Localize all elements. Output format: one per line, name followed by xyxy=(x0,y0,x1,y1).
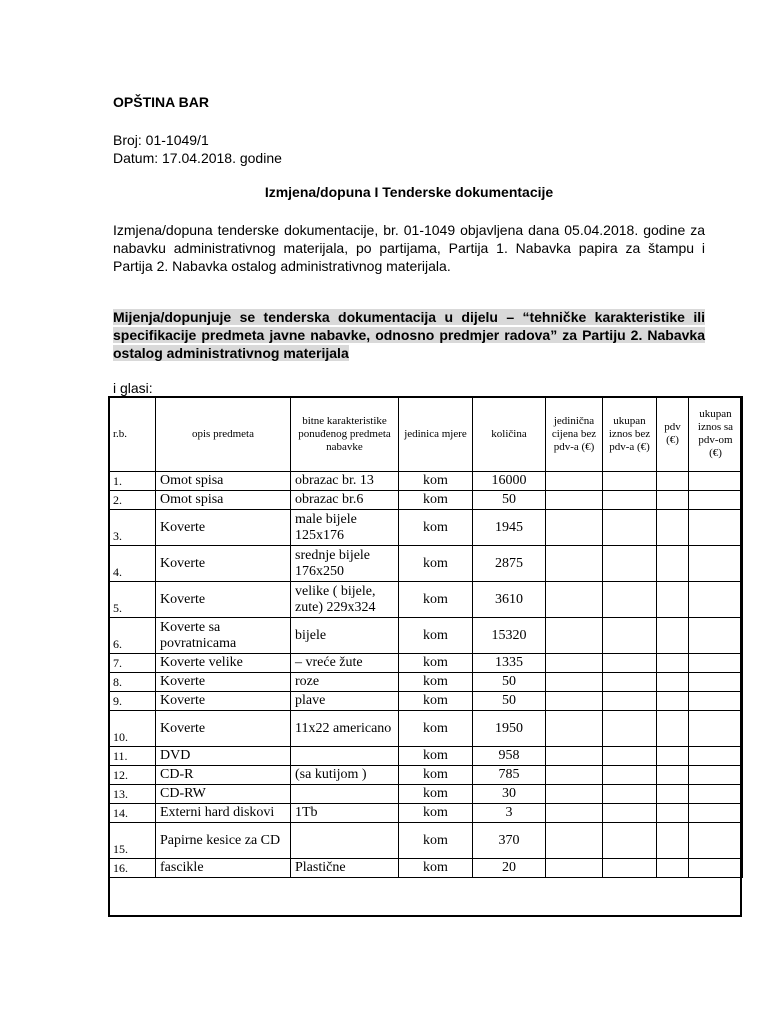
row-cijena xyxy=(546,491,603,510)
row-pdv xyxy=(657,491,689,510)
row-opis: CD-R xyxy=(156,766,291,785)
row-jedinica: kom xyxy=(399,785,473,804)
row-number: 12. xyxy=(109,766,156,785)
row-ukupan-sa xyxy=(689,804,743,823)
row-number: 15. xyxy=(109,823,156,859)
row-pdv xyxy=(657,618,689,654)
row-kolicina: 15320 xyxy=(473,618,546,654)
row-number: 6. xyxy=(109,618,156,654)
row-jedinica: kom xyxy=(399,654,473,673)
row-kolicina: 3 xyxy=(473,804,546,823)
row-pdv xyxy=(657,582,689,618)
row-bitne: velike ( bijele, zute) 229x324 xyxy=(291,582,399,618)
row-jedinica: kom xyxy=(399,766,473,785)
row-jedinica: kom xyxy=(399,711,473,747)
row-number: 7. xyxy=(109,654,156,673)
table-row xyxy=(109,823,743,859)
row-ukupan-bez xyxy=(603,510,657,546)
row-cijena xyxy=(546,804,603,823)
row-kolicina: 1335 xyxy=(473,654,546,673)
table-row xyxy=(109,654,743,673)
row-opis: Koverte xyxy=(156,546,291,582)
i-glasi-label: i glasi: xyxy=(113,380,153,396)
row-cijena xyxy=(546,472,603,491)
row-cijena xyxy=(546,673,603,692)
row-bitne: Plastične xyxy=(291,859,399,878)
row-number: 16. xyxy=(109,859,156,878)
row-ukupan-sa xyxy=(689,859,743,878)
row-kolicina: 1950 xyxy=(473,711,546,747)
table-row xyxy=(109,785,743,804)
row-opis: Koverte sa povratnicama xyxy=(156,618,291,654)
row-pdv xyxy=(657,804,689,823)
row-ukupan-bez xyxy=(603,618,657,654)
row-jedinica: kom xyxy=(399,804,473,823)
row-opis: Koverte xyxy=(156,510,291,546)
intro-paragraph: Izmjena/dopuna tenderske dokumentacije, br. 01-1049 objavljena dana 05.04.2018. godine za nabavku administrativnog materijala, po partijama, Partija 1. Nabavka papira za štampu i Partija 2. Nabavka ostalog administrativnog materijala. xyxy=(113,222,705,274)
row-jedinica: kom xyxy=(399,510,473,546)
row-jedinica: kom xyxy=(399,673,473,692)
row-kolicina: 2875 xyxy=(473,546,546,582)
row-cijena xyxy=(546,785,603,804)
row-bitne: obrazac br.6 xyxy=(291,491,399,510)
header-pdv: pdv (€) xyxy=(657,397,689,472)
row-number: 5. xyxy=(109,582,156,618)
row-ukupan-bez xyxy=(603,804,657,823)
row-number: 14. xyxy=(109,804,156,823)
table-row xyxy=(109,859,743,878)
table-row xyxy=(109,711,743,747)
row-ukupan-bez xyxy=(603,823,657,859)
row-pdv xyxy=(657,766,689,785)
row-cijena xyxy=(546,747,603,766)
row-ukupan-bez xyxy=(603,692,657,711)
row-pdv xyxy=(657,472,689,491)
row-number: 3. xyxy=(109,510,156,546)
header-bitne: bitne karakteristike ponuđenog predmeta nabavke xyxy=(291,397,399,472)
row-number: 8. xyxy=(109,673,156,692)
row-cijena xyxy=(546,654,603,673)
row-opis: Omot spisa xyxy=(156,472,291,491)
row-jedinica: kom xyxy=(399,491,473,510)
row-opis: Koverte xyxy=(156,673,291,692)
row-cijena xyxy=(546,692,603,711)
row-ukupan-bez xyxy=(603,785,657,804)
org-name: OPŠTINA BAR xyxy=(113,94,209,110)
row-pdv xyxy=(657,673,689,692)
table-row xyxy=(109,491,743,510)
items-table xyxy=(108,396,743,878)
row-opis: CD-RW xyxy=(156,785,291,804)
row-cijena xyxy=(546,823,603,859)
row-cijena xyxy=(546,582,603,618)
table-row xyxy=(109,510,743,546)
row-number: 13. xyxy=(109,785,156,804)
row-opis: Papirne kesice za CD xyxy=(156,823,291,859)
row-jedinica: kom xyxy=(399,692,473,711)
row-kolicina: 50 xyxy=(473,692,546,711)
row-ukupan-sa xyxy=(689,673,743,692)
row-ukupan-sa xyxy=(689,472,743,491)
row-ukupan-bez xyxy=(603,673,657,692)
row-bitne: – vreće žute xyxy=(291,654,399,673)
row-cijena xyxy=(546,766,603,785)
row-ukupan-sa xyxy=(689,823,743,859)
row-bitne xyxy=(291,747,399,766)
row-kolicina: 958 xyxy=(473,747,546,766)
row-cijena xyxy=(546,618,603,654)
row-pdv xyxy=(657,692,689,711)
row-ukupan-sa xyxy=(689,766,743,785)
row-bitne: male bijele 125x176 xyxy=(291,510,399,546)
row-ukupan-bez xyxy=(603,766,657,785)
row-bitne xyxy=(291,785,399,804)
table-row xyxy=(109,582,743,618)
row-opis: Koverte velike xyxy=(156,654,291,673)
row-ukupan-sa xyxy=(689,692,743,711)
table-row xyxy=(109,472,743,491)
row-cijena xyxy=(546,711,603,747)
row-cijena xyxy=(546,859,603,878)
row-number: 1. xyxy=(109,472,156,491)
row-opis: Omot spisa xyxy=(156,491,291,510)
row-pdv xyxy=(657,510,689,546)
table-header-row xyxy=(109,397,743,472)
table-row xyxy=(109,546,743,582)
row-pdv xyxy=(657,747,689,766)
row-kolicina: 30 xyxy=(473,785,546,804)
row-ukupan-sa xyxy=(689,654,743,673)
datum: Datum: 17.04.2018. godine xyxy=(113,150,282,166)
row-jedinica: kom xyxy=(399,618,473,654)
row-bitne: 1Tb xyxy=(291,804,399,823)
row-opis: DVD xyxy=(156,747,291,766)
row-ukupan-sa xyxy=(689,711,743,747)
header-cijena: jedinična cijena bez pdv-a (€) xyxy=(546,397,603,472)
table-row xyxy=(109,747,743,766)
table-row xyxy=(109,804,743,823)
row-bitne: roze xyxy=(291,673,399,692)
row-kolicina: 370 xyxy=(473,823,546,859)
reference-block xyxy=(113,131,282,167)
row-ukupan-sa xyxy=(689,747,743,766)
row-jedinica: kom xyxy=(399,582,473,618)
row-kolicina: 785 xyxy=(473,766,546,785)
row-ukupan-sa xyxy=(689,510,743,546)
row-jedinica: kom xyxy=(399,859,473,878)
row-ukupan-bez xyxy=(603,747,657,766)
header-kolicina: količina xyxy=(473,397,546,472)
row-pdv xyxy=(657,711,689,747)
row-bitne: (sa kutijom ) xyxy=(291,766,399,785)
notice-text: Mijenja/dopunjuje se tenderska dokumentacija u dijelu – “tehničke karakteristike ili specifikacije predmeta javne nabavke, odnosno predmjer radova” za Partiju 2. Nabavka ostalog administrativnog materijala xyxy=(113,309,705,361)
row-bitne: srednje bijele 176x250 xyxy=(291,546,399,582)
table-row xyxy=(109,618,743,654)
row-ukupan-sa xyxy=(689,618,743,654)
row-kolicina: 20 xyxy=(473,859,546,878)
row-bitne: 11x22 americano xyxy=(291,711,399,747)
table-row xyxy=(109,673,743,692)
header-ukupan-sa: ukupan iznos sa pdv-om (€) xyxy=(689,397,743,472)
row-pdv xyxy=(657,546,689,582)
row-ukupan-bez xyxy=(603,546,657,582)
row-bitne: bijele xyxy=(291,618,399,654)
table-row xyxy=(109,766,743,785)
header-opis: opis predmeta xyxy=(156,397,291,472)
row-cijena xyxy=(546,546,603,582)
row-jedinica: kom xyxy=(399,546,473,582)
row-pdv xyxy=(657,823,689,859)
row-jedinica: kom xyxy=(399,472,473,491)
row-ukupan-bez xyxy=(603,582,657,618)
row-pdv xyxy=(657,654,689,673)
row-kolicina: 3610 xyxy=(473,582,546,618)
row-ukupan-sa xyxy=(689,546,743,582)
row-jedinica: kom xyxy=(399,747,473,766)
broj: Broj: 01-1049/1 xyxy=(113,132,209,148)
row-kolicina: 50 xyxy=(473,673,546,692)
row-opis: Externi hard diskovi xyxy=(156,804,291,823)
header-rb: r.b. xyxy=(109,397,156,472)
row-jedinica: kom xyxy=(399,823,473,859)
row-ukupan-sa xyxy=(689,491,743,510)
row-ukupan-bez xyxy=(603,491,657,510)
row-ukupan-sa xyxy=(689,785,743,804)
row-opis: Koverte xyxy=(156,582,291,618)
row-ukupan-sa xyxy=(689,582,743,618)
row-ukupan-bez xyxy=(603,654,657,673)
row-bitne: obrazac br. 13 xyxy=(291,472,399,491)
row-bitne xyxy=(291,823,399,859)
row-number: 10. xyxy=(109,711,156,747)
notice-paragraph xyxy=(113,308,705,362)
row-ukupan-bez xyxy=(603,711,657,747)
row-kolicina: 1945 xyxy=(473,510,546,546)
row-bitne: plave xyxy=(291,692,399,711)
row-opis: Koverte xyxy=(156,711,291,747)
row-ukupan-bez xyxy=(603,472,657,491)
document-title: Izmjena/dopuna I Tenderske dokumentacije xyxy=(264,184,554,200)
row-number: 4. xyxy=(109,546,156,582)
row-kolicina: 50 xyxy=(473,491,546,510)
row-ukupan-bez xyxy=(603,859,657,878)
row-number: 11. xyxy=(109,747,156,766)
row-pdv xyxy=(657,859,689,878)
row-opis: Koverte xyxy=(156,692,291,711)
row-pdv xyxy=(657,785,689,804)
row-number: 9. xyxy=(109,692,156,711)
header-jedinica: jedinica mjere xyxy=(399,397,473,472)
row-opis: fascikle xyxy=(156,859,291,878)
row-number: 2. xyxy=(109,491,156,510)
table-row xyxy=(109,692,743,711)
row-cijena xyxy=(546,510,603,546)
header-ukupan-bez: ukupan iznos bez pdv-a (€) xyxy=(603,397,657,472)
row-kolicina: 16000 xyxy=(473,472,546,491)
